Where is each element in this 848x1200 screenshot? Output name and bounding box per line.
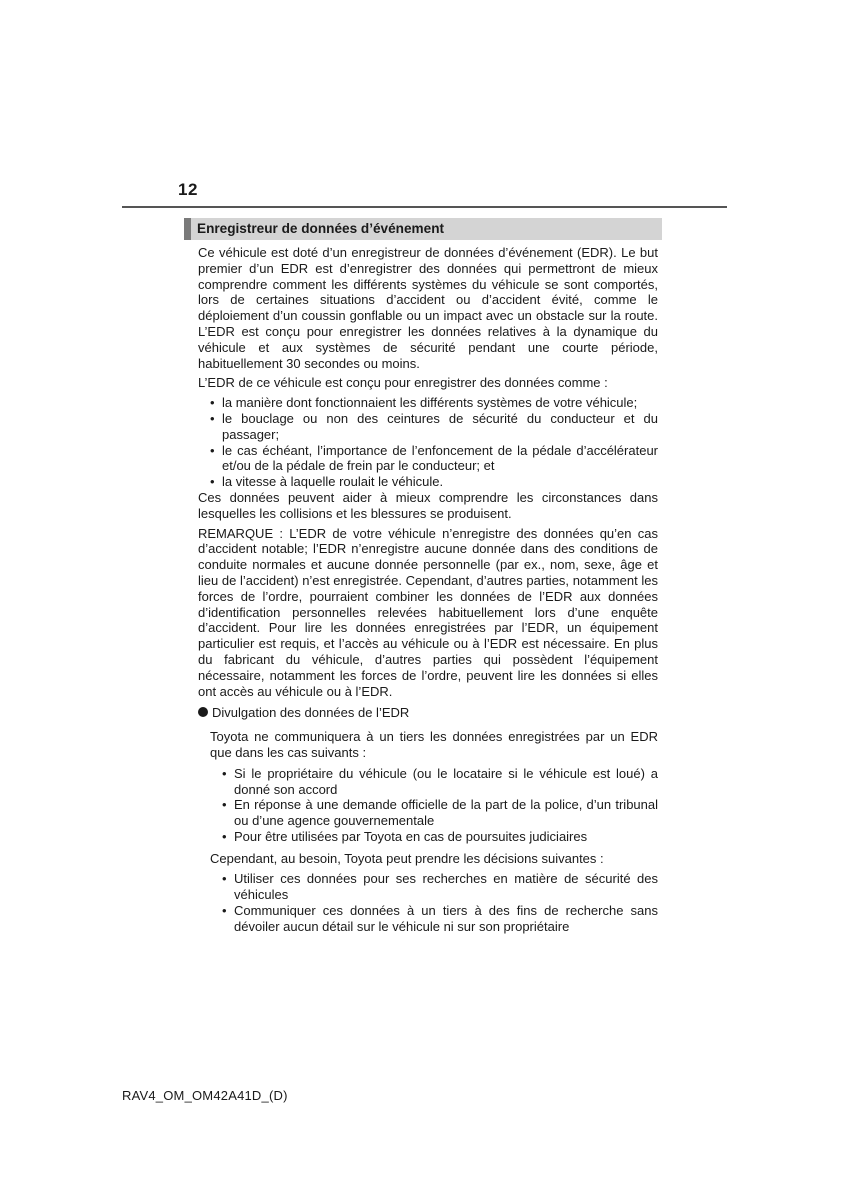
section-title: Enregistreur de données d’événement [184, 218, 662, 240]
list-item: • le cas échéant, l’importance de l’enfoncement de la pédale d’accélérateur et/ou de la pédale de frein par le conducteur; et [210, 442, 658, 474]
bullet-icon: • [222, 871, 227, 887]
list-item: • Utiliser ces données pour ses recherches en matière de sécurité des véhicules [222, 871, 658, 903]
after-list-paragraph: Ces données peuvent aider à mieux comprendre les circonstances dans lesquelles les collisions et les blessures se produisent. [198, 489, 658, 521]
disclosure-intro: Toyota ne communiquera à un tiers les données enregistrées par un EDR que dans les cas suivants : [210, 729, 658, 760]
bullet-icon: • [222, 797, 227, 813]
bullet-icon: • [210, 474, 215, 490]
bullet-icon: • [222, 903, 227, 919]
bullet-icon: • [222, 765, 227, 781]
remark-paragraph: REMARQUE : L’EDR de votre véhicule n’enregistre des données qu’en cas d’accident notable; l’EDR n’enregistre aucune donnée dans des conditions de conduite normales et aucune donnée personnelle (par ex., nom, sexe, âge et lieu de l’accident) n’est enregistrée. Cependant, d’autres parties, notamment les forces de l’ordre, pourraient combiner les données de l’EDR aux données d’identification personnelles relevées habituellement lors d’une enquête d’accident. Pour lire les données enregistrées par l’EDR, un équipement particulier est requis, et l’accès au véhicule ou à l’EDR est nécessaire. En plus du fabricant du véhicule, d’autres parties qui possèdent l’équipement nécessaire, notamment les forces de l’ordre, peuvent lire les données si elles ont accès au véhicule ou à l’EDR. [198, 525, 658, 699]
bullet-icon: • [222, 828, 227, 844]
bullet-icon: • [210, 442, 215, 458]
list-item: • Pour être utilisées par Toyota en cas de poursuites judiciaires [222, 828, 588, 844]
bullet-icon: • [210, 395, 215, 411]
list-item: • Communiquer ces données à un tiers à des fins de recherche sans dévoiler aucun détail sur le véhicule ni sur son propriétaire [222, 903, 658, 934]
filled-circle-icon [198, 707, 208, 717]
section-body [198, 245, 658, 941]
disclosure-body [210, 729, 658, 935]
list-item: • la vitesse à laquelle roulait le véhicule. [210, 474, 444, 490]
list-item: • la manière dont fonctionnaient les différents systèmes de votre véhicule; [210, 395, 638, 411]
bullet-icon: • [210, 410, 215, 426]
intro-paragraph: Ce véhicule est doté d’un enregistreur de données d’événement (EDR). Le but premier d’un EDR est d’enregistrer des données qui permettront de mieux comprendre comment les différents systèmes du véhicule se sont comportés, lors de certaines situations d’accident ou d’accident évité, comme le déploiement d’un coussin gonflable ou un impact avec un obstacle sur la route. L’EDR est conçu pour enregistrer les données relatives à la dynamique du véhicule et aux systèmes de sécurité pendant une courte période, habituellement 30 secondes ou moins. [198, 245, 658, 371]
disclosure-cases-list [210, 766, 658, 845]
document-code: RAV4_OM_OM42A41D_(D) [122, 1088, 288, 1103]
list-item: • En réponse à une demande officielle de la part de la police, d’un tribunal ou d’une agence gouvernementale [222, 797, 658, 829]
list-item: • Si le propriétaire du véhicule (ou le locataire si le véhicule est loué) a donné son accord [222, 765, 658, 797]
header-rule [122, 206, 727, 208]
recorded-data-list [198, 395, 658, 490]
list-item: • le bouclage ou non des ceintures de sécurité du conducteur et du passager; [210, 410, 658, 442]
list-intro: L’EDR de ce véhicule est conçu pour enregistrer des données comme : [198, 375, 608, 391]
decisions-intro: Cependant, au besoin, Toyota peut prendre les décisions suivantes : [210, 850, 604, 866]
page-number: 12 [178, 180, 198, 199]
decisions-list [210, 871, 658, 934]
disclosure-heading: Divulgation des données de l’EDR [198, 705, 658, 721]
